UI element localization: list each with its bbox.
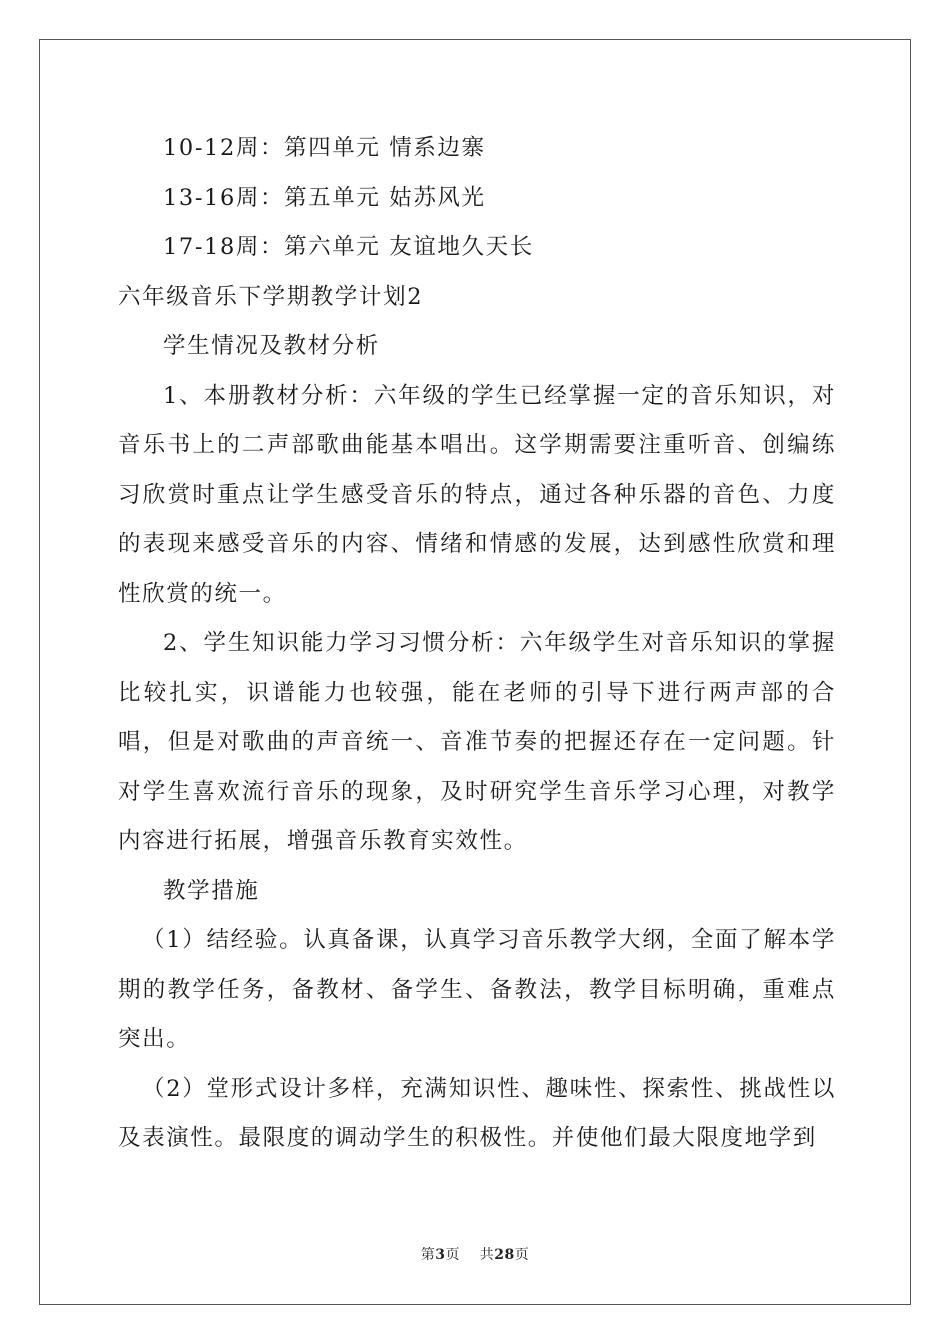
page-suffix: 页	[445, 1247, 460, 1263]
schedule-line-weeks-10-12: 10-12周：第四单元 情系边寨	[163, 135, 486, 161]
schedule-line-weeks-17-18: 17-18周：第六单元 友谊地久天长	[163, 234, 534, 260]
page-number: 3	[435, 1247, 446, 1263]
paragraph-measure-2: （2）堂形式设计多样，充满知识性、趣味性、探索性、挑战性以及表演性。最限度的调动学生的积极性。并使他们最大限度地学到	[118, 1075, 836, 1151]
total-prefix: 共	[479, 1247, 495, 1263]
subheading-teaching-measures: 教学措施	[163, 877, 260, 904]
schedule-line-weeks-13-16: 13-16周：第五单元 姑苏风光	[163, 184, 486, 211]
page-prefix: 第	[420, 1247, 436, 1263]
document-body	[118, 124, 836, 1164]
page-footer	[0, 1244, 950, 1264]
section-title: 六年级音乐下学期教学计划2	[118, 283, 424, 310]
paragraph-student-ability-analysis: 2、学生知识能力学习习惯分析：六年级学生对音乐知识的掌握比较扎实，识谱能力也较强，能在老师的引导下进行两声部的合唱，但是对歌曲的声音统一、音准节奏的把握还存在一定问题。针对学生喜欢流行音乐的现象，及时研究学生音乐学习心理，对教学内容进行拓展，增强音乐教育实效性。	[118, 630, 836, 854]
subheading-student-analysis: 学生情况及教材分析	[163, 333, 380, 359]
total-suffix: 页	[514, 1247, 530, 1263]
paragraph-measure-1: （1）结经验。认真备课，认真学习音乐教学大纲，全面了解本学期的教学任务，备教材、备学生、备教法，教学目标明确，重难点突出。	[118, 927, 836, 1052]
paragraph-textbook-analysis: 1、本册教材分析：六年级的学生已经掌握一定的音乐知识，对音乐书上的二声部歌曲能基本唱出。这学期需要注重听音、创编练习欣赏时重点让学生感受音乐的特点，通过各种乐器的音色、力度的表现来感受音乐的内容、情绪和情感的发展，达到感性欣赏和理性欣赏的统一。	[118, 382, 836, 607]
total-pages: 28	[494, 1247, 515, 1263]
